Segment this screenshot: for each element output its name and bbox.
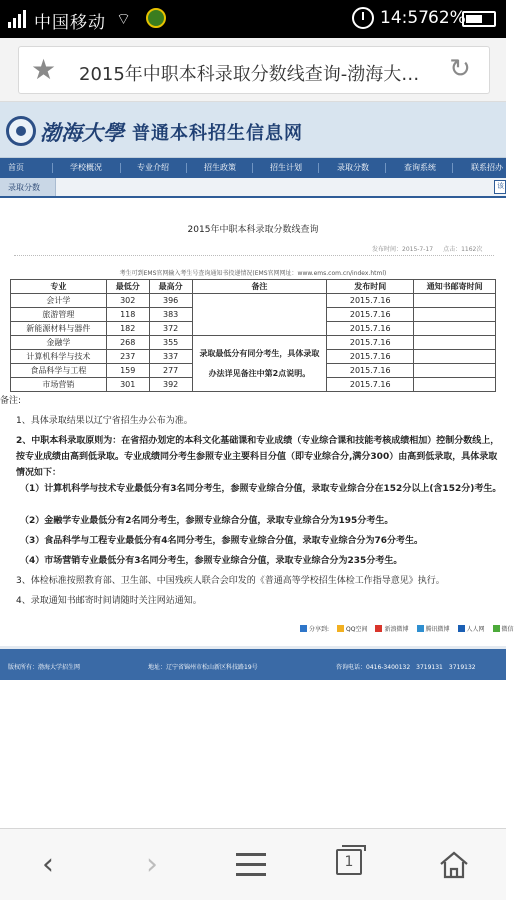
notes-label: 备注: [0,396,22,406]
cell-max: 277 [149,364,192,378]
note-item: （2）金融学专业最低分有2名同分考生，参照专业综合分值，录取专业综合分为195分考生。 [20,516,394,526]
share-qzone-text: QQ空间 [346,626,368,633]
share-icon [300,625,307,632]
nav-item-query[interactable]: 查询系统 [404,163,436,172]
browser-address-bar [0,38,506,102]
publish-date: 发布时间：2015-7-17 [372,246,434,253]
header-max: 最高分 [149,280,192,294]
cell-min: 302 [106,294,149,308]
cell-max: 372 [149,322,192,336]
cell-mail [414,364,496,378]
share-weibo[interactable] [375,626,408,633]
nav-item-home[interactable]: 首页 [8,163,24,172]
app-notification-icon [146,8,166,28]
note-item: （3）食品科学与工程专业最低分有4名同分考生，参照专业综合分值，录取专业综合分为76分考生。 [20,536,424,546]
tabs-icon: 1 [336,849,362,875]
back-icon[interactable]: ‹ [42,847,54,882]
signal-icon [8,10,30,28]
cell-date: 2015.7.16 [327,350,414,364]
tabs-button[interactable] [322,843,382,887]
share-wechat-text: 微信 [501,626,514,633]
cell-date: 2015.7.16 [327,294,414,308]
note-item: 4、录取通知书邮寄时间请随时关注网站通知。 [16,596,202,606]
share-renren-text: 人人网 [466,626,485,633]
section-right-tab[interactable]: 该 [494,180,506,194]
ems-note: 考生可到EMS官网输入考生号查询通知书投递情况(EMS官网网址：www.ems.com.cn/index.html) [119,270,387,277]
menu-button[interactable] [222,843,282,887]
nav-item-policy[interactable]: 招生政策 [204,163,236,172]
university-logo[interactable] [6,116,36,146]
home-button[interactable] [424,843,484,887]
article-title: 2015年中职本科录取分数线查询 [187,225,319,235]
section-tab-scores[interactable]: 录取分数 [0,178,56,196]
cell-remark-empty [192,294,327,336]
cell-min: 182 [106,322,149,336]
cell-min: 159 [106,364,149,378]
section-bar [0,178,506,198]
header-mail: 通知书邮寄时间 [414,280,496,294]
note-item: （4）市场营销专业最低分有3名同分考生，参照专业综合分值，录取专业综合分为235分考生。 [20,556,403,566]
share-tencent-weibo-text: 腾讯微博 [425,626,450,633]
nav-separator [452,163,453,173]
nav-item-scores[interactable]: 录取分数 [337,163,369,172]
main-nav [0,158,506,178]
cell-max: 337 [149,350,192,364]
cell-date: 2015.7.16 [327,308,414,322]
tencent-weibo-icon [417,625,424,632]
renren-icon [458,625,465,632]
header-major: 专业 [11,280,107,294]
status-bar [0,0,506,38]
wechat-icon [493,625,500,632]
nav-separator [120,163,121,173]
cell-major: 计算机科学与技术 [11,350,107,364]
battery-fill [466,15,482,23]
forward-icon[interactable]: › [146,847,158,882]
note-item: 3、体检标准按照教育部、卫生部、中国残疾人联合会印发的《普通高等学校招生体检工作指导意见》执行。 [16,576,445,586]
note-item: （1）计算机科学与技术专业最低分有3名同分考生，参照专业综合分值，录取专业综合分在152分以上(含152分)考生。 [20,484,502,494]
title-divider [14,255,494,256]
hit-count: 点击：1162次 [443,246,483,253]
url-box[interactable] [18,46,490,94]
cell-major: 金融学 [11,336,107,350]
alarm-icon [352,7,374,29]
university-name: 渤海大學 [40,120,124,145]
nav-separator [252,163,253,173]
header-min: 最低分 [106,280,149,294]
share-renren[interactable] [458,626,485,633]
carrier-name: 中国移动 [34,13,106,33]
nav-item-majors[interactable]: 专业介绍 [137,163,169,172]
nav-separator [52,163,53,173]
wifi-icon: ⌔ [116,9,132,28]
status-time: 14:57 [380,8,429,28]
battery-icon [462,11,496,27]
table-row [11,336,496,350]
cell-mail [414,322,496,336]
cell-max: 396 [149,294,192,308]
browser-toolbar [0,828,506,900]
cell-mail [414,378,496,392]
footer-address: 地址：辽宁省锦州市松山新区科技路19号 [148,664,258,671]
scores-table [10,279,496,392]
home-icon [438,849,470,881]
site-footer [0,646,506,680]
cell-mail [414,336,496,350]
cell-remark: 录取最低分有同分考生，具体录取办法详见备注中第2点说明。 [192,336,327,392]
share-wechat[interactable] [493,626,514,633]
cell-date: 2015.7.16 [327,364,414,378]
cell-max: 355 [149,336,192,350]
share-label[interactable] [300,626,329,633]
nav-item-about[interactable]: 学校概况 [70,163,102,172]
site-header [0,102,506,158]
cell-max: 392 [149,378,192,392]
battery-percent: 62% [428,8,466,28]
cell-major: 会计学 [11,294,107,308]
page-title[interactable]: 2015年中职本科录取分数线查询-渤海大… [79,64,420,85]
table-row [11,294,496,308]
site-title: 普通本科招生信息网 [132,123,303,144]
header-date: 发布时间 [327,280,414,294]
nav-item-plan[interactable]: 招生计划 [270,163,302,172]
cell-max: 383 [149,308,192,322]
nav-separator [318,163,319,173]
cell-min: 301 [106,378,149,392]
nav-separator [385,163,386,173]
note-item: 1、具体录取结果以辽宁省招生办公布为准。 [16,416,193,426]
table-header-row [11,280,496,294]
cell-date: 2015.7.16 [327,322,414,336]
reload-icon[interactable]: ↻ [449,54,471,84]
cell-major: 食品科学与工程 [11,364,107,378]
header-remark: 备注 [192,280,327,294]
note-item: 2、中职本科录取原则为：在省招办划定的本科文化基础课和专业成绩（专业综合课和技能考核成绩相加）控制分数线上，按专业成绩由高到低录取。专业成绩同分考生参照专业主要科目分值（即专业综合分,满分300）由高到低录取，具体录取情况如下： [16,436,500,478]
article-content [0,200,514,646]
footer-phone: 咨询电话：0416-3400132 3719131 3719132 [336,664,476,671]
cell-major: 旅游管理 [11,308,107,322]
share-qzone[interactable] [337,626,367,633]
cell-min: 237 [106,350,149,364]
cell-mail [414,308,496,322]
share-bar [300,624,522,633]
cell-mail [414,294,496,308]
footer-copyright: 版权所有：渤海大学招生网 [8,664,81,671]
cell-major: 新能源材料与器件 [11,322,107,336]
cell-date: 2015.7.16 [327,336,414,350]
cell-date: 2015.7.16 [327,378,414,392]
cell-min: 268 [106,336,149,350]
cell-min: 118 [106,308,149,322]
weibo-icon [375,625,382,632]
article-meta [372,244,492,253]
share-tencent-weibo[interactable] [417,626,450,633]
cell-major: 市场营销 [11,378,107,392]
menu-icon [236,851,266,879]
share-label-text: 分享到: [309,626,330,633]
qzone-icon [337,625,344,632]
page-blank-area [0,680,506,828]
star-icon[interactable]: ★ [31,53,57,86]
share-weibo-text: 新浪微博 [384,626,409,633]
cell-mail [414,350,496,364]
nav-separator [186,163,187,173]
nav-item-contact[interactable]: 联系招办 [471,163,503,172]
